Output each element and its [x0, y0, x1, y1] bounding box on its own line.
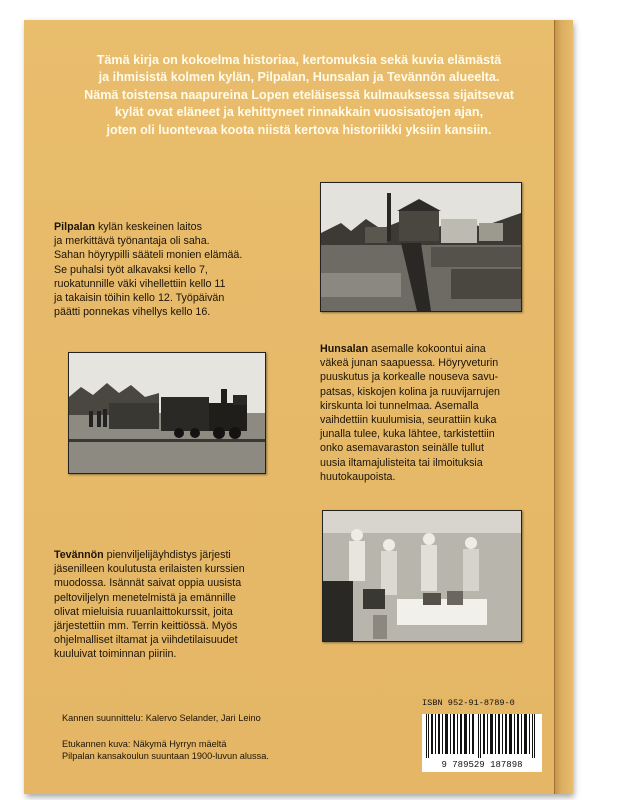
text-line: ruokatunnille väki vihellettiin kello 11	[54, 277, 226, 290]
intro-line: kylät ovat eläneet ja kehittyneet rinnakkain vuosisatojen ajan,	[114, 105, 484, 120]
book-spine	[554, 20, 573, 794]
text-line: olivat mieluisia ruuanlaittokurssit, joita	[54, 605, 233, 618]
text-line: väkeä junan saapuessa. Höyryveturin	[320, 357, 499, 370]
sawmill-photo	[320, 182, 522, 312]
intro-line: Nämä toistensa naapureina Lopen eteläisessä kulmauksessa sijaitsevat	[84, 87, 514, 102]
text-line: puuskutus ja korkealle nouseva savu-	[320, 371, 499, 384]
intro-line: Tämä kirja on kokoelma historiaa, kertomuksia sekä kuvia elämästä	[96, 53, 502, 67]
cover-design-credit	[62, 712, 261, 724]
credit-line: Kannen suunnittelu: Kalervo Selander, Jari Leino	[62, 713, 261, 723]
kitchen-photo	[322, 510, 522, 642]
text-line: asemalle kokoontui aina	[368, 343, 486, 355]
text-line: ja takaisin töihin kello 12. Työpäivän	[54, 292, 225, 305]
pilpala-text	[54, 220, 304, 319]
hunsala-text	[320, 342, 550, 484]
text-line: Sahan höyrypilli sääteli monien elämää.	[54, 249, 243, 262]
text-line: ohjelmalliset iltamat ja viihdetilaisuudet	[54, 634, 238, 647]
text-line: vaihdettiin kuulumisia, seurattiin kuka	[320, 414, 497, 427]
text-line: muodossa. Isännät saivat oppia uusista	[54, 577, 242, 590]
intro-line: joten oli luontevaa koota niistä kertova historiikki yksiin kansiin.	[106, 122, 492, 137]
text-line: päätti ponnekas vihellys kello 16.	[54, 306, 211, 319]
isbn-barcode	[422, 698, 542, 784]
text-line: jäsenilleen koulutusta erilaisten kurssien	[54, 563, 245, 576]
credit-line: Pilpalan kansakoulun suuntaan 1900-luvun alussa.	[62, 751, 269, 761]
village-name: Tevännön	[54, 549, 104, 561]
text-line: ja merkittävä työnantaja oli saha.	[54, 235, 210, 248]
text-line: huutokaupoista.	[320, 470, 396, 483]
text-line: kuuluivat toiminnan piiriin.	[54, 648, 177, 661]
text-line: uusia iltamajulisteita tai ilmoituksia	[320, 456, 483, 469]
village-name: Pilpalan	[54, 221, 95, 233]
text-line: kirskunta loi tunnelmaa. Asemalla	[320, 399, 479, 412]
text-line: patsas, kiskojen kolina ja ruuvijarrujen	[320, 385, 500, 398]
book-back-cover	[24, 20, 572, 794]
credit-line: Etukannen kuva: Näkymä Hyrryn mäeltä	[62, 739, 227, 749]
front-image-credit	[62, 738, 269, 762]
tevanto-text	[54, 548, 314, 662]
intro-text	[54, 52, 544, 139]
text-line: pienviljelijäyhdistys järjesti	[103, 549, 231, 561]
cover-panel	[24, 20, 554, 794]
intro-line: ja ihmisistä kolmen kylän, Pilpalan, Hunsalan ja Tevännön alueelta.	[98, 70, 500, 85]
text-line: junalla tulee, kuka lähtee, tarkistettiin	[320, 428, 495, 441]
isbn-label: ISBN 952-91-8789-0	[422, 698, 515, 708]
village-name: Hunsalan	[320, 343, 369, 355]
text-line: onko asemavaraston seinälle tullut	[320, 442, 484, 455]
text-line: peltoviljelyn menetelmistä ja emännille	[54, 591, 236, 604]
text-line: kylän keskeinen laitos	[94, 221, 202, 233]
train-photo	[68, 352, 266, 474]
isbn-number: 9 789529 187898	[441, 760, 523, 770]
text-line: Se puhalsi työt alkavaksi kello 7,	[54, 263, 208, 276]
text-line: järjestettiin mm. Terrin keittiössä. Myös	[54, 620, 238, 633]
